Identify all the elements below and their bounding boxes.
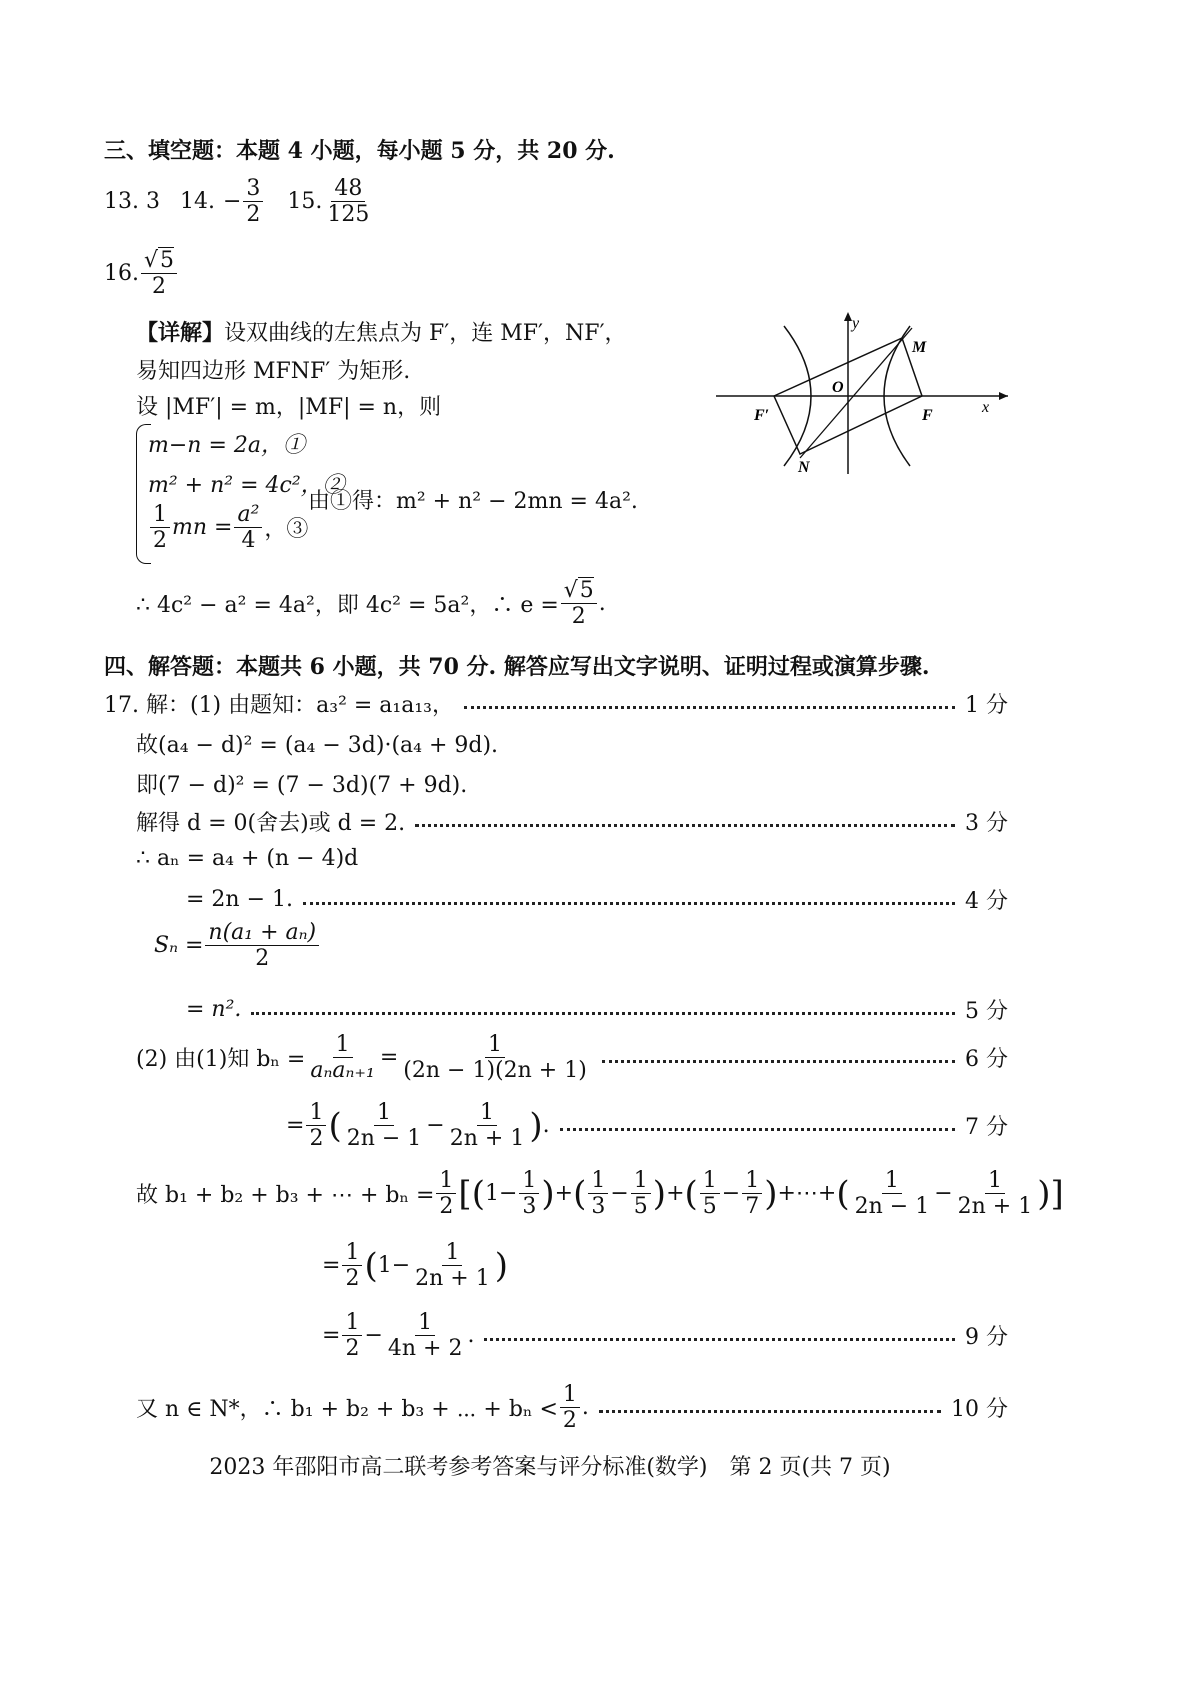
score-3: 3 分 — [965, 811, 1008, 836]
y-axis-arrow — [844, 312, 852, 321]
q17-line-2: 故(a₄ − d)² = (a₄ − 3d)·(a₄ + 9d). — [136, 733, 499, 758]
answers-13-15 — [104, 176, 374, 228]
q17-line-5: ∴ aₙ = a₄ + (n − 4)d — [136, 846, 359, 871]
detail-text-1: 设双曲线的左焦点为 F′，连 MF′，NF′， — [224, 321, 627, 346]
detail-line-3: 设 |MF′| = m，|MF| = n，则 — [136, 395, 442, 420]
q17-sn-formula: Sₙ = $\frac{\text{n(a₁ + aₙ)}}{2}$ — [154, 920, 321, 972]
label-F: F — [922, 407, 933, 424]
score-5: 5 分 — [965, 999, 1008, 1024]
system-eq-2: m² + n² = 4c²，② — [148, 473, 345, 498]
q17-part2-line: (2) 由(1)知 bₙ = $\frac{1}{\text{aₙaₙ₊₁}}$ = $\frac{1}{(2n - 1)(2n + 1)}$ 6 分 — [136, 1032, 1008, 1084]
q17-line-10: = $\frac{1}{2}$ ( $\frac{1}{2n - 1}$ − $\frac{1}{2n + 1}$ ) . 7 分 — [286, 1100, 1008, 1152]
eccentricity-conclusion: ∴ 4c² − a² = 4a²，即 4c² = 5a²，∴ e = $\frac{√5}{2}$ . — [136, 578, 606, 630]
q17-line-8: = n². 5 分 — [186, 994, 1008, 1025]
q17-line-4: 解得 d = 0(舍去)或 d = 2. 3 分 — [136, 806, 1008, 837]
page-footer: 2023 年邵阳市高二联考参考答案与评分标准(数学) 第 2 页(共 7 页) — [209, 1455, 891, 1480]
score-1: 1 分 — [965, 693, 1008, 718]
score-4: 4 分 — [965, 889, 1008, 914]
answer-15-fraction: $\frac{48}{125}$ — [327, 176, 370, 228]
answer-15-label: 15. — [287, 189, 323, 215]
label-F-prime: F′ — [754, 407, 770, 424]
score-7: 7 分 — [965, 1115, 1008, 1141]
label-y: y — [852, 315, 860, 332]
answer-13: 13. 3 — [104, 189, 160, 215]
q17-line-1: 17. 解：(1) 由题知：a₃² = a₁a₁₃， 1 分 — [104, 688, 1008, 719]
score-9: 9 分 — [965, 1325, 1008, 1351]
label-x: x — [982, 399, 990, 416]
section3-title: 三、填空题：本题 4 小题，每小题 5 分，共 20 分. — [104, 138, 615, 164]
x-axis-arrow — [999, 392, 1008, 400]
answer-16-label: 16. — [104, 261, 139, 287]
score-10: 10 分 — [951, 1397, 1008, 1423]
q17-line-6: = 2n − 1. 4 分 — [186, 884, 1008, 915]
answer-16-fraction: $\frac{√5}{2}$ — [141, 248, 177, 300]
answer-14-fraction: $\frac{3}{2}$ — [243, 176, 263, 228]
label-N: N — [798, 459, 810, 476]
answer-16 — [104, 248, 179, 300]
system-eq-1: m−n = 2a，① — [148, 433, 305, 458]
detail-tag: 【详解】 — [136, 320, 225, 346]
detail-line-2: 易知四边形 MFNF′ 为矩形. — [136, 359, 411, 384]
label-O: O — [832, 379, 844, 396]
q17-line-3: 即(7 − d)² = (7 − 3d)(7 + 9d). — [136, 773, 468, 798]
label-M: M — [912, 339, 927, 356]
q17-line-12: = $\frac{1}{2}$ ( 1− $\frac{1}{2n + 1}$ ) — [322, 1240, 508, 1292]
detail-line-1 — [136, 316, 627, 347]
system-eq-3: $\frac{1}{2}$ mn = $\frac{\text{a²}}{4}$ ，③ — [148, 502, 308, 554]
answer-14-label: 14. — [179, 189, 215, 215]
q17-sum-line: 故 b₁ + b₂ + b₃ + ⋯ + bₙ = $\frac{1}{2}$ [ ( 1− $\frac{1}{3}$ ) + ( $\frac{1}{3}$ − $\frac{1}{5}$ ) + ( $\frac{1}{5}$ − $\frac{1}{7}$ ) +⋯+ ( $\frac{1}{2n - 1}$ − $\frac{1}{2n + 1}$ ) ] — [136, 1168, 1064, 1220]
asymptote-line — [800, 328, 912, 458]
q17-line-14: 又 n ∈ N*，∴ b₁ + b₂ + b₃ + ⋯ + bₙ < $\frac{1}{2}$ . 10 分 — [136, 1382, 1008, 1434]
section4-title: 四、解答题：本题共 6 小题，共 70 分. 解答应写出文字说明、证明过程或演算步骤. — [104, 654, 930, 680]
answer-14-sign: − — [222, 189, 242, 215]
from-eq-1: 由①得：m² + n² − 2mn = 4a². — [308, 489, 638, 514]
q17-line-13: = $\frac{1}{2}$ − $\frac{1}{4n + 2}$ . 9 分 — [322, 1310, 1008, 1362]
hyperbola-figure — [712, 308, 1012, 488]
score-6: 6 分 — [965, 1047, 1008, 1073]
